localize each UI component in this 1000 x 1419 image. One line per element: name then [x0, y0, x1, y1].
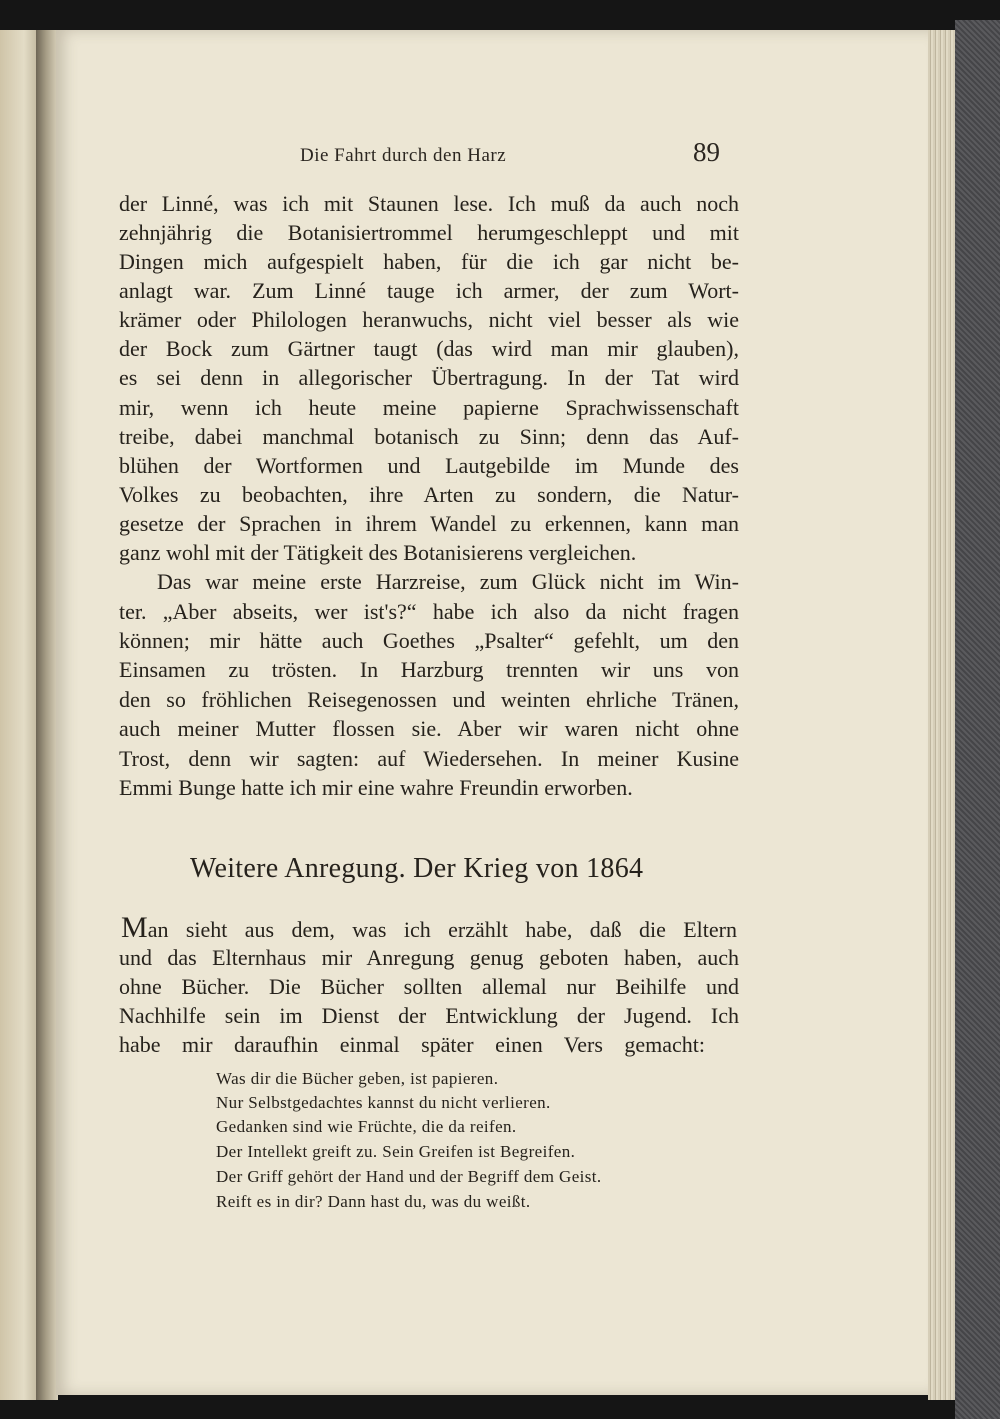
text-line: Emmi Bunge hatte ich mir eine wahre Freundin erworben.	[119, 775, 633, 800]
text-line: der Linné, was ich mit Staunen lese. Ich muß da auch noch	[119, 191, 739, 216]
text-line: können; mir hätte auch Goethes „Psalter“ gefehlt, um den	[119, 628, 739, 653]
section-first-line	[121, 911, 737, 944]
text-line: anlagt war. Zum Linné tauge ich armer, der zum Wort-	[119, 278, 739, 303]
text-line: Volkes zu beobachten, ihre Arten zu sondern, die Natur-	[119, 482, 739, 507]
text-line: treibe, dabei manchmal botanisch zu Sinn; denn das Auf-	[119, 424, 739, 449]
text-line: zehnjährig die Botanisiertrommel herumgeschleppt und mit	[119, 220, 739, 245]
text-line: blühen der Wortformen und Lautgebilde im Munde des	[119, 453, 739, 478]
text-line: auch meiner Mutter flossen sie. Aber wir waren nicht ohne	[119, 716, 739, 741]
text-line: Nachhilfe sein im Dienst der Entwicklung der Jugend. Ich	[119, 1003, 739, 1028]
verse-line: Was dir die Bücher geben, ist papieren.	[216, 1069, 499, 1088]
section-heading: Weitere Anregung. Der Krieg von 1864	[190, 853, 644, 884]
text-line-indented: Das war meine erste Harzreise, zum Glück nicht im Win-	[157, 569, 739, 594]
text-line: Einsamen zu trösten. In Harzburg trennten wir uns von	[119, 657, 739, 682]
verse-line: Gedanken sind wie Früchte, die da reifen.	[216, 1117, 517, 1136]
text-line: mir, wenn ich heute meine papierne Sprachwissenschaft	[119, 395, 739, 420]
text-line: ganz wohl mit der Tätigkeit des Botanisierens vergleichen.	[119, 540, 637, 565]
first-line-text: an sieht aus dem, was ich erzählt habe, daß die Eltern	[147, 917, 737, 942]
text-line: der Bock zum Gärtner taugt (das wird man mir glauben),	[119, 336, 739, 361]
previous-page-edge	[0, 30, 40, 1400]
text-line: ter. „Aber abseits, wer ist's?“ habe ich also da nicht fragen	[119, 599, 739, 624]
page-stack-edge	[928, 30, 958, 1400]
text-line: und das Elternhaus mir Anregung genug geboten haben, auch	[119, 945, 739, 970]
verse-line: Der Intellekt greift zu. Sein Greifen ist Begreifen.	[216, 1142, 576, 1161]
verse-line: Reift es in dir? Dann hast du, was du weißt.	[216, 1192, 531, 1211]
book-gutter	[36, 30, 58, 1400]
page-number: 89	[693, 137, 720, 167]
text-line: habe mir daraufhin einmal später einen Vers gemacht:	[119, 1032, 705, 1057]
running-title: Die Fahrt durch den Harz	[300, 145, 507, 166]
text-line: ohne Bücher. Die Bücher sollten allemal nur Beihilfe und	[119, 974, 739, 999]
drop-capital: M	[121, 911, 148, 944]
text-line: gesetze der Sprachen in ihrem Wandel zu erkennen, kann man	[119, 511, 739, 536]
text-line: Trost, denn wir sagten: auf Wiedersehen. In meiner Kusine	[119, 746, 739, 771]
text-line: krämer oder Philologen heranwuchs, nicht viel besser als wie	[119, 307, 739, 332]
verse-line: Nur Selbstgedachtes kannst du nicht verlieren.	[216, 1093, 551, 1112]
text-line: den so fröhlichen Reisegenossen und weinten ehrliche Tränen,	[119, 687, 739, 712]
text-line: Dingen mich aufgespielt haben, für die ich gar nicht be-	[119, 249, 739, 274]
verse-line: Der Griff gehört der Hand und der Begriff dem Geist.	[216, 1167, 602, 1186]
running-head	[300, 137, 720, 173]
book-cover-edge	[955, 20, 1000, 1419]
text-line: es sei denn in allegorischer Übertragung. In der Tat wird	[119, 365, 739, 390]
